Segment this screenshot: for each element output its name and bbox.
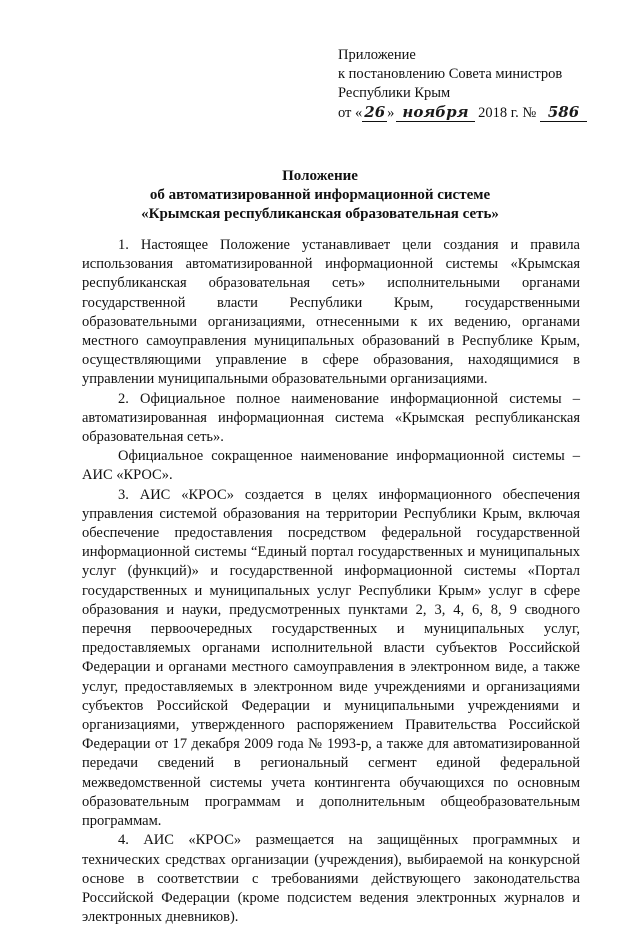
appendix-republic: Республики Крым <box>338 85 451 101</box>
title-line-3: «Крымская республиканская образовательная сеть» <box>141 206 499 222</box>
appendix-label: Приложение <box>338 47 416 63</box>
date-day: 26 <box>364 103 386 121</box>
document-body <box>82 236 580 927</box>
document-title <box>0 167 640 224</box>
resolution-number: 586 <box>540 103 587 122</box>
title-line-1: Положение <box>282 168 358 184</box>
date-prefix: от « <box>338 105 363 121</box>
appendix-date-line: от « 26 » ноября 2018 г. № 586 <box>338 103 587 123</box>
appendix-resolution: к постановлению Совета министров <box>338 66 563 82</box>
paragraph-2: 2. Официальное полное наименование информационной системы – автоматизированная информационная система «Крымская республиканская образовательная сеть». <box>82 390 580 446</box>
paragraph-2-short-name: Официальное сокращенное наименование информационной системы – АИС «КРОС». <box>82 448 580 484</box>
title-line-2: об автоматизированной информационной системе <box>149 187 491 203</box>
appendix-block <box>338 46 587 123</box>
paragraph-4: 4. АИС «КРОС» размещается на защищённых программных и технических средствах организации (учреждения), выбираемой на конкурсной основе в соответствии с требованиями действующего законодательства Российской Федерации (кроме подсистем ведения электронных журналов и электронных дневников). <box>82 832 580 926</box>
date-year: 2018 г. № <box>478 105 537 121</box>
paragraph-3: 3. АИС «КРОС» создается в целях информационного обеспечения управления системой образования на территории Республики Крым, включая обеспечение предоставления посредством федеральной государственной информационной системы “Единый портал государственных и муниципальных услуг (функций)» и государственной информационной системы «Портал государственных и муниципальных услуг Республики Крым» услуг в сфере образования и науки, предусмотренных пунктами 2, 3, 4, 6, 8, 9 сводного перечня первоочередных государственных и муниципальных услуг, предоставляемых органами исполнительной власти субъектов Российской Федерации и органами местного самоуправления в электронном виде, а также услуг, предоставляемых в электронном виде учреждениями и организациями субъектов Российской Федерации и муниципальными учреждениями и организациями, утвержденного распоряжением Правительства Российской Федерации от 17 декабря 2009 года № 1993-р, а также для автоматизированной передачи сведений в региональный сегмент единой федеральной межведомственной системы учета контингента обучающихся по основным образовательным программам и дополнительным общеобразовательным программам. <box>82 486 580 830</box>
paragraph-1: 1. Настоящее Положение устанавливает цели создания и правила использования автоматизированной информационной системы «Крымская республиканская образовательная сеть» исполнительными органами государственной власти Республики Крым, государственными образовательными организациями, отнесенными к их ведению, органами местного самоуправления муниципальных образований в Республике Крым, осуществляющими управление в сфере образования, находящимися в управлении муниципальными образовательными организациями. <box>82 237 580 388</box>
date-month: ноября <box>396 103 474 122</box>
